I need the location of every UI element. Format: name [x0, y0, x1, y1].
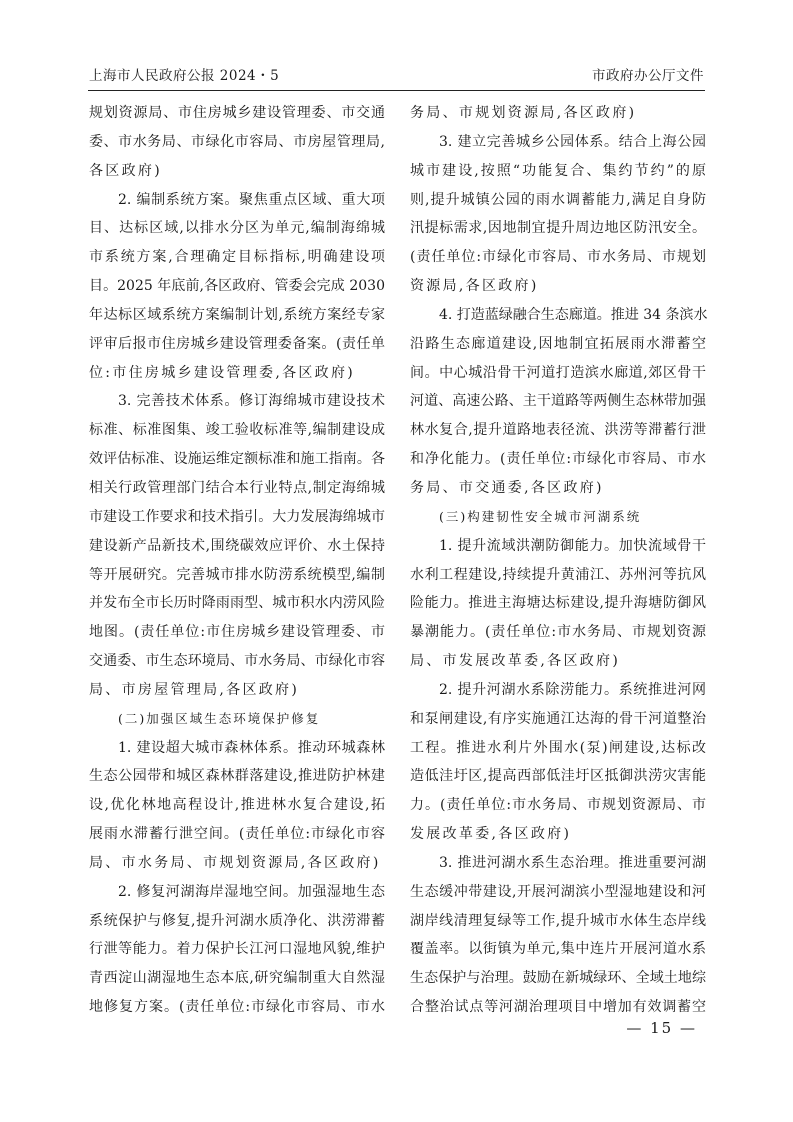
text-line: 市建设工作要求和技术指引。大力发展海绵城市 — [89, 508, 385, 525]
text-line: 水利工程建设,持续提升黄浦江、苏州河等抗风 — [410, 566, 706, 583]
text-line: 生态缓冲带建设,开展河湖滨小型湿地建设和河 — [410, 883, 706, 900]
text-line: 并发布全市长历时降雨雨型、城市积水内涝风险 — [89, 595, 385, 612]
text-line: 城市建设,按照“功能复合、集约节约”的原 — [410, 162, 706, 179]
text-line: 和净化能力。(责任单位:市绿化市容局、市水 — [410, 451, 706, 468]
text-line: 局、市房屋管理局,各区政府) — [89, 681, 300, 698]
text-line: 局、市水务局、市规划资源局,各区政府) — [89, 854, 381, 871]
text-line: 造低洼圩区,提高西部低洼圩区抵御洪涝灾害能 — [410, 768, 706, 785]
text-line: 合整治试点等河湖治理项目中增加有效调蓄空 — [410, 999, 706, 1016]
text-line: 目、达标区域,以排水分区为单元,编制海绵城 — [89, 220, 385, 237]
text-line: 力。(责任单位:市水务局、市规划资源局、市 — [410, 797, 706, 814]
text-line: 评审后报市住房城乡建设管理委备案。(责任单 — [89, 335, 385, 352]
text-line: 地图。(责任单位:市住房城乡建设管理委、市 — [89, 624, 385, 641]
text-line: 系统保护与修复,提升河湖水质净化、洪涝滞蓄 — [89, 912, 385, 929]
text-line: 则,提升城镇公园的雨水调蓄能力,满足自身防 — [410, 191, 706, 208]
page-number: — 15 — — [626, 1019, 697, 1037]
text-line: 3. 建立完善城乡公园体系。结合上海公园 — [439, 133, 706, 150]
text-line: 资源局,各区政府) — [410, 278, 539, 295]
text-line: 标准、标准图集、竣工验收标准等,编制建设成 — [89, 422, 385, 439]
text-line: 覆盖率。以街镇为单元,集中连片开展河道水系 — [410, 941, 706, 958]
text-line: 务局、市交通委,各区政府) — [410, 479, 604, 496]
text-line: 河道、高速公路、主干道路等两侧生态林带加强 — [410, 393, 706, 410]
text-line: 委、市水务局、市绿化市容局、市房屋管理局, — [89, 133, 385, 150]
section-heading: (二)加强区域生态环境保护修复 — [118, 710, 321, 726]
text-line: 沿路生态廊道建设,因地制宜拓展雨水滞蓄空 — [410, 335, 706, 352]
text-line: 2. 编制系统方案。聚焦重点区域、重大项 — [118, 191, 385, 208]
text-line: 效评估标准、设施运维定额标准和施工指南。各 — [89, 451, 385, 468]
text-line: 间。中心城沿骨干河道打造滨水廊道,郊区骨干 — [410, 364, 706, 381]
text-line: 市系统方案,合理确定目标指标,明确建设项 — [89, 249, 385, 266]
right-column — [410, 99, 706, 1022]
text-line: 规划资源局、市住房城乡建设管理委、市交通 — [89, 105, 385, 121]
text-line: 生态保护与治理。鼓励在新城绿环、全域土地综 — [410, 970, 706, 987]
text-line: 行泄等能力。着力保护长江河口湿地风貌,维护 — [89, 941, 385, 958]
text-line: 局、市发展改革委,各区政府) — [410, 653, 621, 670]
text-line: 林水复合,提升道路地表径流、洪涝等滞蓄行泄 — [410, 422, 706, 439]
text-line: 青西淀山湖湿地生态本底,研究编制重大自然湿 — [89, 970, 385, 987]
text-line: 汛提标需求,因地制宜提升周边地区防汛安全。 — [410, 220, 706, 237]
text-line: 生态公园带和城区森林群落建设,推进防护林建 — [89, 768, 385, 785]
text-line: 工程。推进水利片外围水(泵)闸建设,达标改 — [410, 739, 706, 756]
text-line: 险能力。推进主海塘达标建设,提升海塘防御风 — [410, 595, 706, 612]
text-line: 湖岸线清理复绿等工作,提升城市水体生态岸线 — [410, 912, 706, 929]
text-line: 和泵闸建设,有序实施通江达海的骨干河道整治 — [410, 710, 706, 727]
text-line: 等开展研究。完善城市排水防涝系统模型,编制 — [89, 566, 385, 583]
text-line: 3. 完善技术体系。修订海绵城市建设技术 — [118, 393, 385, 410]
section-title: 市政府办公厅文件 — [592, 68, 704, 84]
section-heading: (三)构建韧性安全城市河湖系统 — [439, 508, 642, 524]
text-line: 务局、市规划资源局,各区政府) — [410, 105, 637, 121]
text-line: 暴潮能力。(责任单位:市水务局、市规划资源 — [410, 624, 706, 641]
journal-title: 上海市人民政府公报 2024・5 — [89, 68, 280, 84]
text-line: 3. 推进河湖水系生态治理。推进重要河湖 — [439, 854, 706, 871]
text-line: 目。2025 年底前,各区政府、管委会完成 2030 — [89, 278, 385, 295]
text-line: 建设新产品新技术,围绕碳效应评价、水土保持 — [89, 537, 385, 554]
text-line: 1. 建设超大城市森林体系。推动环城森林 — [118, 739, 385, 756]
text-line: (责任单位:市绿化市容局、市水务局、市规划 — [410, 249, 706, 266]
text-line: 发展改革委,各区政府) — [410, 826, 572, 843]
text-line: 2. 修复河湖海岸湿地空间。加强湿地生态 — [118, 883, 385, 900]
text-line: 各区政府) — [89, 162, 162, 179]
header-divider — [88, 90, 705, 91]
text-line: 交通委、市生态环境局、市水务局、市绿化市容 — [89, 653, 385, 670]
text-line: 4. 打造蓝绿融合生态廊道。推进 34 条滨水 — [439, 306, 708, 323]
text-line: 展雨水滞蓄行泄空间。(责任单位:市绿化市容 — [89, 826, 385, 843]
text-line: 2. 提升河湖水系除涝能力。系统推进河网 — [439, 681, 706, 698]
text-line: 年达标区域系统方案编制计划,系统方案经专家 — [89, 306, 385, 323]
text-line: 地修复方案。(责任单位:市绿化市容局、市水 — [89, 999, 385, 1016]
text-line: 设,优化林地高程设计,推进林水复合建设,拓 — [89, 797, 385, 814]
left-column — [89, 99, 385, 1022]
text-line: 1. 提升流域洪潮防御能力。加快流域骨干 — [439, 537, 706, 554]
text-line: 相关行政管理部门结合本行业特点,制定海绵城 — [89, 479, 385, 496]
text-line: 位:市住房城乡建设管理委,各区政府) — [89, 364, 356, 381]
